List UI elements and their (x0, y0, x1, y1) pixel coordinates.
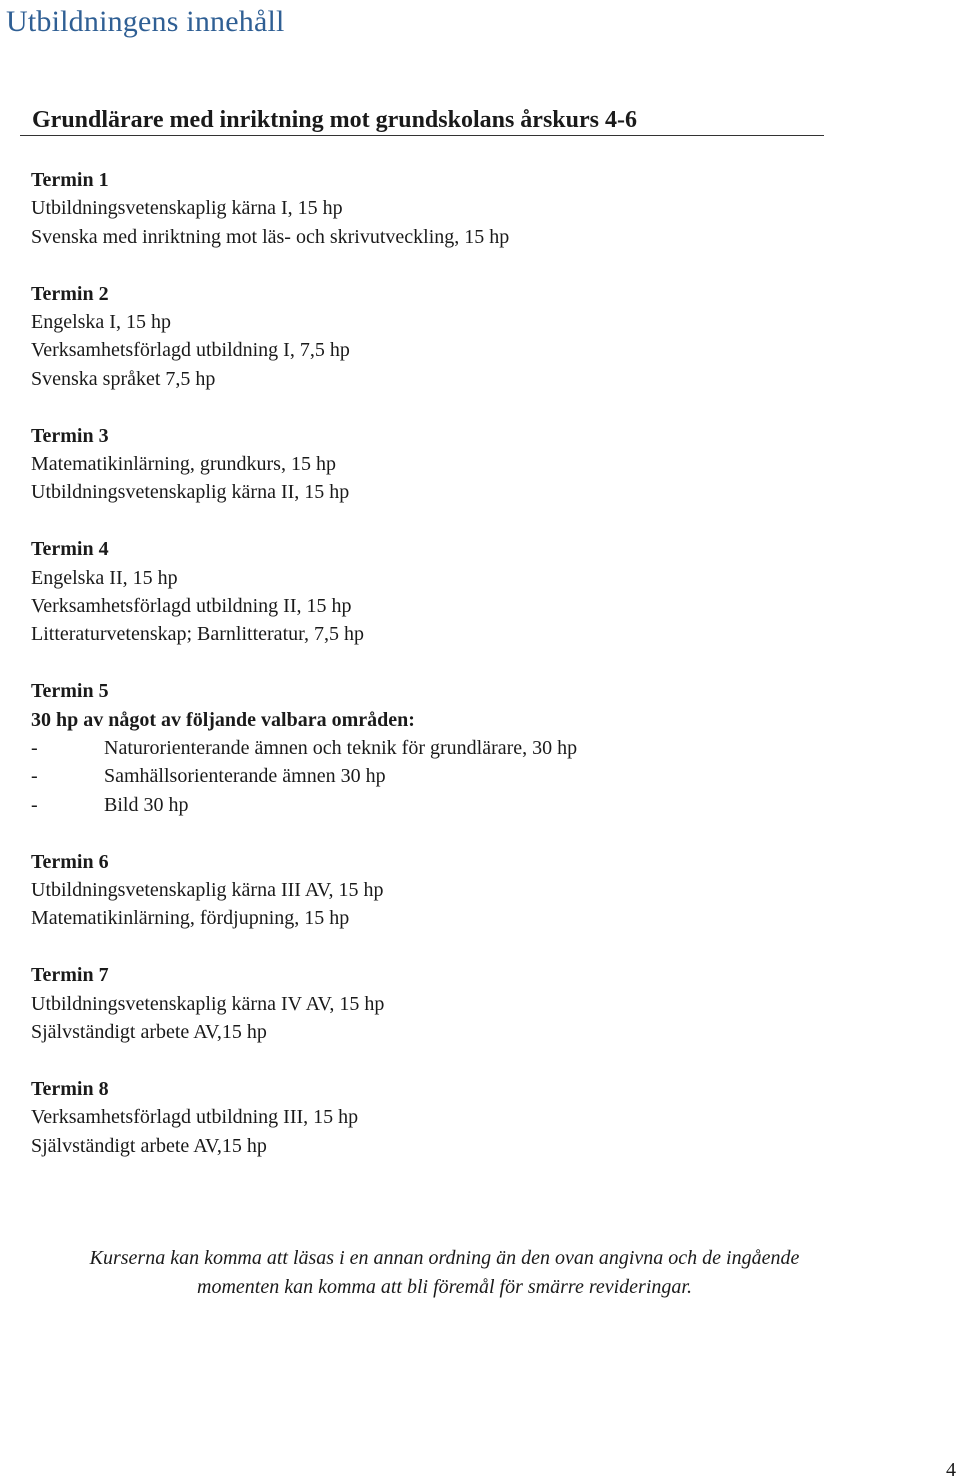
footnote-line-1: Kurserna kan komma att läsas i en annan ordning än den ovan angivna och de ingående (89, 1247, 800, 1269)
footnote (48, 1244, 841, 1301)
course-item: Utbildningsvetenskaplig kärna IV AV, 15 hp (31, 992, 385, 1015)
term-section (31, 166, 911, 251)
term-title: Termin 1 (31, 169, 109, 191)
term-section (31, 1075, 911, 1160)
term-title: Termin 6 (31, 850, 109, 873)
elective-option (31, 762, 911, 790)
title-underline (20, 135, 824, 136)
elective-option-label: Bild 30 hp (104, 793, 189, 816)
course-item: Verksamhetsförlagd utbildning I, 7,5 hp (31, 339, 350, 362)
program-title: Grundlärare med inriktning mot grundskolans årskurs 4-6 (32, 107, 637, 133)
elective-option (31, 734, 911, 762)
course-item: Verksamhetsförlagd utbildning II, 15 hp (31, 595, 352, 618)
term-title: Termin 5 (31, 680, 109, 703)
course-item: Utbildningsvetenskaplig kärna II, 15 hp (31, 481, 350, 504)
term-title: Termin 3 (31, 424, 109, 447)
term-section (31, 677, 911, 819)
list-dash: - (31, 765, 38, 788)
term-section (31, 961, 911, 1046)
page-number: 4 (946, 1459, 956, 1481)
course-item: Svenska med inriktning mot läs- och skrivutveckling, 15 hp (31, 225, 510, 248)
list-dash: - (31, 793, 38, 816)
elective-intro: 30 hp av något av följande valbara områden: (31, 708, 415, 731)
term-title: Termin 2 (31, 282, 109, 305)
footnote-line-2: momenten kan komma att bli föremål för smärre revideringar. (197, 1275, 692, 1298)
term-section (31, 535, 911, 649)
term-section (31, 280, 911, 394)
term-section (31, 848, 911, 933)
course-item: Utbildningsvetenskaplig kärna I, 15 hp (31, 197, 343, 220)
course-item: Utbildningsvetenskaplig kärna III AV, 15 hp (31, 879, 384, 902)
elective-option (31, 791, 911, 819)
term-section (31, 422, 911, 507)
elective-option-label: Naturorienterande ämnen och teknik för grundlärare, 30 hp (104, 737, 578, 760)
course-item: Engelska II, 15 hp (31, 566, 178, 589)
course-item: Matematikinlärning, fördjupning, 15 hp (31, 907, 350, 930)
course-item: Matematikinlärning, grundkurs, 15 hp (31, 453, 336, 476)
course-item: Verksamhetsförlagd utbildning III, 15 hp (31, 1106, 359, 1129)
term-title: Termin 7 (31, 964, 109, 987)
course-item: Svenska språket 7,5 hp (31, 367, 216, 390)
course-item: Engelska I, 15 hp (31, 311, 171, 334)
term-title: Termin 4 (31, 538, 109, 561)
course-item: Självständigt arbete AV,15 hp (31, 1134, 267, 1157)
list-dash: - (31, 737, 38, 760)
elective-option-label: Samhällsorienterande ämnen 30 hp (104, 765, 386, 788)
term-list (31, 166, 911, 1189)
course-item: Litteraturvetenskap; Barnlitteratur, 7,5 hp (31, 623, 364, 646)
course-item: Självständigt arbete AV,15 hp (31, 1021, 267, 1044)
term-title: Termin 8 (31, 1077, 109, 1100)
page-heading: Utbildningens innehåll (6, 5, 285, 38)
